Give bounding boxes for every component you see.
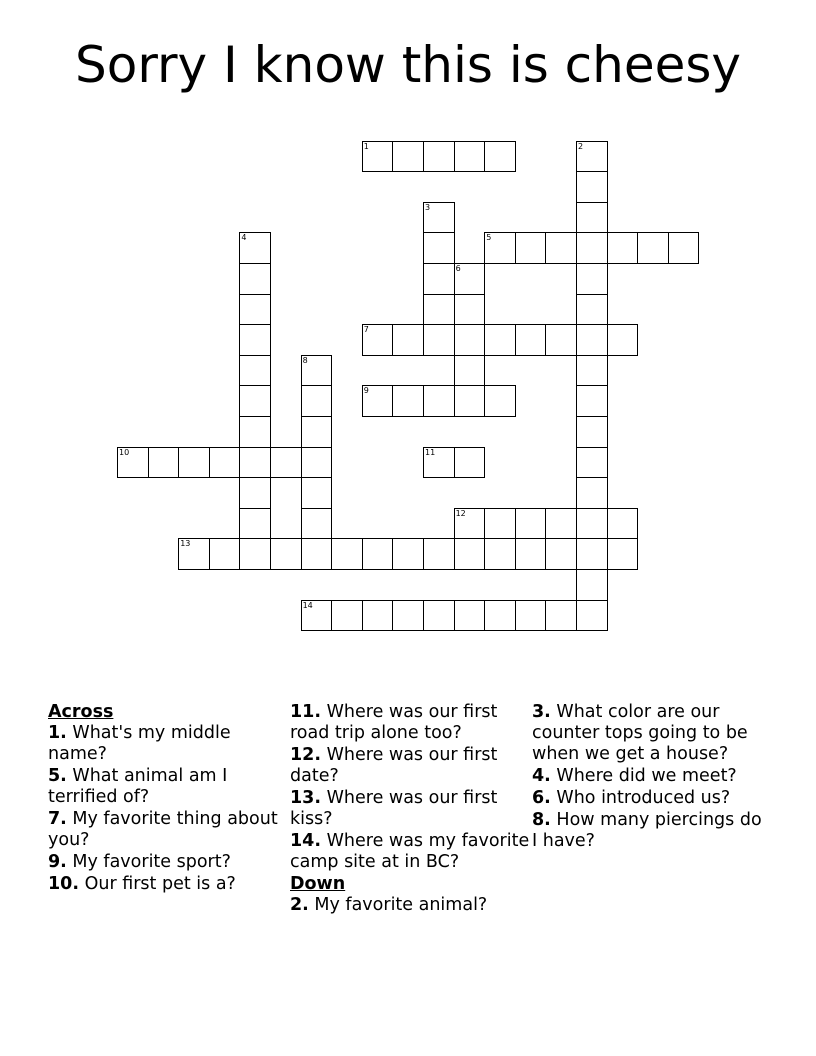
grid-cell[interactable] <box>423 538 455 570</box>
cell-number: 13 <box>180 539 191 549</box>
grid-cell[interactable] <box>454 294 486 326</box>
grid-cell[interactable] <box>362 141 394 173</box>
grid-cell[interactable] <box>607 232 639 264</box>
cell-number: 11 <box>425 447 436 457</box>
clue-down-2[interactable] <box>290 895 530 916</box>
clue-across-10[interactable] <box>48 874 288 895</box>
cell-number: 9 <box>363 386 369 396</box>
clue-text: Our first pet is a? <box>84 874 236 894</box>
grid-cell[interactable] <box>515 600 547 632</box>
grid-cell[interactable] <box>576 171 608 203</box>
grid-cell[interactable] <box>576 538 608 570</box>
grid-cell[interactable] <box>576 324 608 356</box>
grid-cell[interactable] <box>423 600 455 632</box>
grid-cell[interactable] <box>454 447 486 479</box>
puzzle-title: Sorry I know this is cheesy <box>74 36 741 94</box>
grid-cell[interactable] <box>239 385 271 417</box>
clue-down-4[interactable] <box>532 766 772 787</box>
grid-cell[interactable] <box>239 294 271 326</box>
clue-text: My favorite thing about you? <box>48 809 278 850</box>
clue-text: Where was our first kiss? <box>290 788 498 829</box>
clue-number: 2. <box>290 895 309 915</box>
grid-cell[interactable] <box>331 600 363 632</box>
grid-cell[interactable] <box>576 569 608 601</box>
grid-cell[interactable] <box>301 447 333 479</box>
grid-cell[interactable] <box>454 508 486 540</box>
grid-cell[interactable] <box>301 385 333 417</box>
grid-cell[interactable] <box>576 508 608 540</box>
grid-cell[interactable] <box>576 294 608 326</box>
clue-column-1 <box>48 702 288 896</box>
grid-cell[interactable] <box>178 538 210 570</box>
grid-cell[interactable] <box>362 538 394 570</box>
cell-number: 12 <box>455 508 466 518</box>
grid-cell[interactable] <box>148 447 180 479</box>
clue-number: 1. <box>48 723 67 743</box>
clue-down-8[interactable] <box>532 810 772 852</box>
cell-number: 1 <box>363 141 369 151</box>
grid-cell[interactable] <box>454 263 486 295</box>
grid-cell[interactable] <box>576 232 608 264</box>
clue-number: 5. <box>48 766 67 786</box>
grid-cell[interactable] <box>484 600 516 632</box>
grid-cell[interactable] <box>545 324 577 356</box>
grid-cell[interactable] <box>209 447 241 479</box>
grid-cell[interactable] <box>239 447 271 479</box>
clue-number: 10. <box>48 874 80 894</box>
grid-cell[interactable] <box>454 141 486 173</box>
grid-cell[interactable] <box>545 508 577 540</box>
clue-number: 9. <box>48 852 67 872</box>
grid-cell[interactable] <box>178 447 210 479</box>
grid-cell[interactable] <box>515 324 547 356</box>
clue-number: 11. <box>290 702 322 722</box>
grid-cell[interactable] <box>545 600 577 632</box>
clue-text: What animal am I terrified of? <box>48 766 228 807</box>
across-header: Across <box>48 702 114 722</box>
grid-cell[interactable] <box>392 600 424 632</box>
grid-cell[interactable] <box>239 416 271 448</box>
grid-cell[interactable] <box>423 263 455 295</box>
grid-cell[interactable] <box>637 232 669 264</box>
clue-number: 12. <box>290 745 322 765</box>
clue-across-9[interactable] <box>48 852 288 873</box>
clue-across-12[interactable] <box>290 745 530 787</box>
clue-across-14[interactable] <box>290 831 530 873</box>
clue-across-5[interactable] <box>48 766 288 808</box>
grid-cell[interactable] <box>423 447 455 479</box>
clue-across-11[interactable] <box>290 702 530 744</box>
grid-cell[interactable] <box>362 385 394 417</box>
cell-number: 8 <box>302 355 308 365</box>
grid-cell[interactable] <box>576 477 608 509</box>
cell-number: 4 <box>241 233 247 243</box>
grid-cell[interactable] <box>607 508 639 540</box>
grid-cell[interactable] <box>392 141 424 173</box>
grid-cell[interactable] <box>576 385 608 417</box>
grid-cell[interactable] <box>423 232 455 264</box>
cell-number: 7 <box>363 325 369 335</box>
clue-number: 14. <box>290 831 322 851</box>
grid-cell[interactable] <box>423 141 455 173</box>
grid-cell[interactable] <box>576 263 608 295</box>
grid-cell[interactable] <box>454 324 486 356</box>
grid-cell[interactable] <box>484 508 516 540</box>
grid-cell[interactable] <box>545 232 577 264</box>
clue-text: My favorite animal? <box>314 895 488 915</box>
grid-cell[interactable] <box>607 324 639 356</box>
grid-cell[interactable] <box>239 508 271 540</box>
grid-cell[interactable] <box>270 447 302 479</box>
cell-number: 10 <box>119 447 130 457</box>
cell-number: 6 <box>455 264 461 273</box>
grid-cell[interactable] <box>576 141 608 173</box>
cell-number: 14 <box>302 600 313 610</box>
grid-cell[interactable] <box>239 538 271 570</box>
grid-cell[interactable] <box>301 508 333 540</box>
grid-cell[interactable] <box>239 263 271 295</box>
grid-cell[interactable] <box>454 385 486 417</box>
clue-text: What color are our counter tops going to be when we get a house? <box>532 702 748 764</box>
clue-text: What's my middle name? <box>48 723 231 764</box>
clue-down-6[interactable] <box>532 788 772 809</box>
clue-number: 4. <box>532 766 551 786</box>
grid-cell[interactable] <box>454 538 486 570</box>
cell-number: 3 <box>425 202 431 212</box>
grid-cell[interactable] <box>239 477 271 509</box>
grid-cell[interactable] <box>362 324 394 356</box>
grid-cell[interactable] <box>423 202 455 234</box>
cell-number: 2 <box>578 141 584 151</box>
grid-cell[interactable] <box>392 538 424 570</box>
grid-cell[interactable] <box>301 600 333 632</box>
grid-cell[interactable] <box>515 232 547 264</box>
cell-number: 5 <box>486 233 492 243</box>
clue-across-1[interactable] <box>48 723 288 765</box>
grid-cell[interactable] <box>423 294 455 326</box>
grid-cell[interactable] <box>576 600 608 632</box>
grid-cell[interactable] <box>576 416 608 448</box>
grid-cell[interactable] <box>607 538 639 570</box>
clue-across-13[interactable] <box>290 788 530 830</box>
clue-column-3 <box>532 702 772 853</box>
grid-cell[interactable] <box>301 416 333 448</box>
clue-text: Where was our first date? <box>290 745 498 786</box>
grid-cell[interactable] <box>484 385 516 417</box>
clue-number: 8. <box>532 810 551 830</box>
clue-number: 7. <box>48 809 67 829</box>
grid-cell[interactable] <box>668 232 700 264</box>
clue-text: Who introduced us? <box>556 788 731 808</box>
grid-cell[interactable] <box>545 538 577 570</box>
grid-cell[interactable] <box>454 355 486 387</box>
grid-cell[interactable] <box>576 202 608 234</box>
clue-down-3[interactable] <box>532 702 772 765</box>
grid-cell[interactable] <box>117 447 149 479</box>
grid-cell[interactable] <box>239 232 271 264</box>
clue-number: 13. <box>290 788 322 808</box>
grid-cell[interactable] <box>301 538 333 570</box>
grid-cell[interactable] <box>484 232 516 264</box>
grid-cell[interactable] <box>392 324 424 356</box>
grid-cell[interactable] <box>301 477 333 509</box>
grid-cell[interactable] <box>423 385 455 417</box>
grid-cell[interactable] <box>515 508 547 540</box>
grid-cell[interactable] <box>484 141 516 173</box>
grid-cell[interactable] <box>454 600 486 632</box>
grid-cell[interactable] <box>392 385 424 417</box>
clue-text: How many piercings do I have? <box>532 810 762 851</box>
clue-number: 6. <box>532 788 551 808</box>
grid-cell[interactable] <box>209 538 241 570</box>
grid-cell[interactable] <box>270 538 302 570</box>
grid-cell[interactable] <box>576 355 608 387</box>
grid-cell[interactable] <box>484 324 516 356</box>
grid-cell[interactable] <box>239 324 271 356</box>
clue-text: Where was our first road trip alone too? <box>290 702 498 743</box>
clue-number: 3. <box>532 702 551 722</box>
clue-text: Where did we meet? <box>556 766 737 786</box>
grid-cell[interactable] <box>484 538 516 570</box>
grid-cell[interactable] <box>331 538 363 570</box>
clue-column-2 <box>290 702 530 917</box>
grid-cell[interactable] <box>576 447 608 479</box>
grid-cell[interactable] <box>423 324 455 356</box>
down-header: Down <box>290 874 346 894</box>
clue-text: Where was my favorite camp site at in BC? <box>290 831 530 872</box>
grid-cell[interactable] <box>515 538 547 570</box>
grid-cell[interactable] <box>239 355 271 387</box>
grid-cell[interactable] <box>301 355 333 387</box>
grid-cell[interactable] <box>362 600 394 632</box>
clue-text: My favorite sport? <box>72 852 231 872</box>
clue-across-7[interactable] <box>48 809 288 851</box>
